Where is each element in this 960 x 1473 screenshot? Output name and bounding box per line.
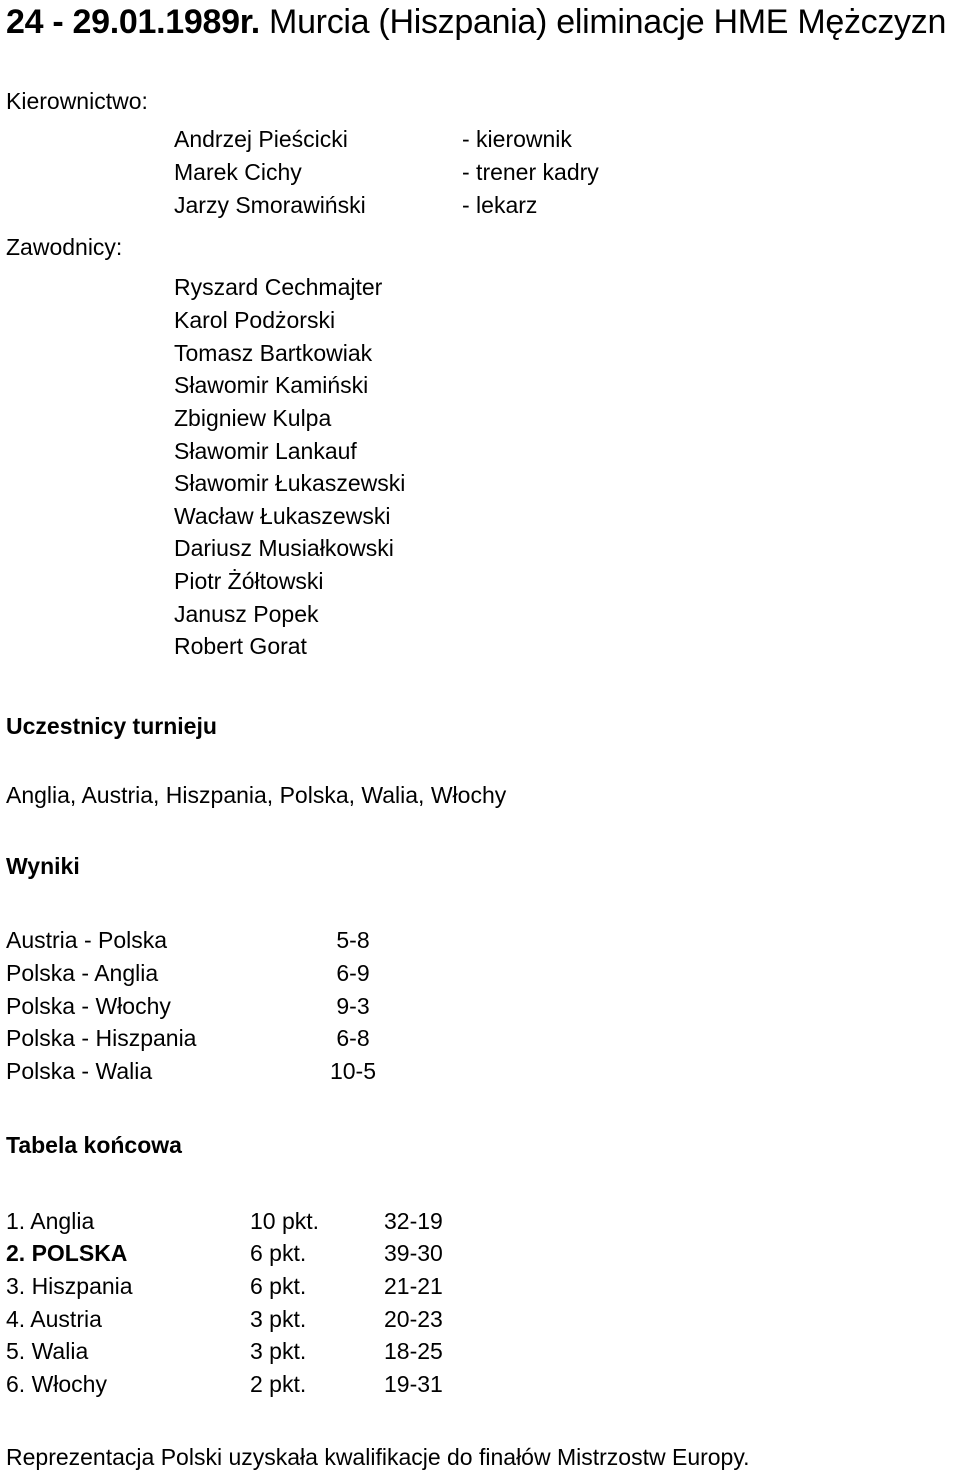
player-name: Tomasz Bartkowiak [174, 340, 373, 366]
table-points: 6 pkt. [250, 1240, 307, 1266]
result-score: 6-9 [336, 960, 370, 986]
player-name: Wacław Łukaszewski [174, 503, 391, 529]
table-team: 6. Włochy [6, 1371, 107, 1397]
page-title [6, 2, 946, 42]
table-heading: Tabela końcowa [6, 1132, 182, 1158]
qualification-note: Reprezentacja Polski uzyskała kwalifikacje do finałów Mistrzostw Europy. [6, 1444, 750, 1470]
table-goals: 18-25 [384, 1338, 443, 1364]
player-name: Zbigniew Kulpa [174, 405, 332, 431]
result-score: 6-8 [336, 1025, 370, 1051]
result-score: 10-5 [329, 1058, 377, 1084]
table-goals: 21-21 [384, 1273, 443, 1299]
event-date: 24 - 29.01.1989r. [6, 3, 260, 41]
table-goals: 39-30 [384, 1240, 443, 1266]
staff-role: - kierownik [462, 126, 572, 152]
staff-role: - trener kadry [462, 159, 599, 185]
table-goals: 32-19 [384, 1208, 443, 1234]
table-goals: 19-31 [384, 1371, 443, 1397]
player-name: Janusz Popek [174, 601, 319, 627]
staff-role: - lekarz [462, 192, 538, 218]
table-points: 10 pkt. [250, 1208, 320, 1234]
table-team: 1. Anglia [6, 1208, 95, 1234]
result-match: Polska - Hiszpania [6, 1025, 197, 1051]
result-match: Polska - Anglia [6, 960, 159, 986]
table-points: 3 pkt. [250, 1306, 307, 1332]
player-name: Sławomir Kamiński [174, 372, 369, 398]
table-points: 3 pkt. [250, 1338, 307, 1364]
participants-list: Anglia, Austria, Hiszpania, Polska, Walia, Włochy [6, 782, 507, 808]
table-goals: 20-23 [384, 1306, 443, 1332]
event-title-text: Murcia (Hiszpania) eliminacje HME Mężczyzn [259, 3, 947, 41]
player-name: Dariusz Musiałkowski [174, 535, 394, 561]
table-points: 6 pkt. [250, 1273, 307, 1299]
player-name: Piotr Żółtowski [174, 568, 324, 594]
results-heading: Wyniki [6, 853, 80, 879]
player-name: Karol Podżorski [174, 307, 336, 333]
players-label: Zawodnicy: [6, 234, 123, 260]
participants-heading: Uczestnicy turnieju [6, 713, 217, 739]
table-team: 5. Walia [6, 1338, 89, 1364]
result-score: 9-3 [336, 993, 370, 1019]
table-team: 4. Austria [6, 1306, 102, 1332]
player-name: Sławomir Łukaszewski [174, 470, 406, 496]
table-points: 2 pkt. [250, 1371, 307, 1397]
result-match: Austria - Polska [6, 927, 168, 953]
result-match: Polska - Włochy [6, 993, 171, 1019]
table-team-highlight: 2. POLSKA [6, 1240, 128, 1266]
staff-name: Andrzej Pieścicki [174, 126, 348, 152]
staff-name: Marek Cichy [174, 159, 302, 185]
table-team: 3. Hiszpania [6, 1273, 133, 1299]
result-score: 5-8 [336, 927, 370, 953]
staff-label: Kierownictwo: [6, 88, 148, 114]
staff-name: Jarzy Smorawiński [174, 192, 366, 218]
result-match: Polska - Walia [6, 1058, 153, 1084]
player-name: Ryszard Cechmajter [174, 274, 383, 300]
player-name: Robert Gorat [174, 633, 307, 659]
player-name: Sławomir Lankauf [174, 438, 357, 464]
